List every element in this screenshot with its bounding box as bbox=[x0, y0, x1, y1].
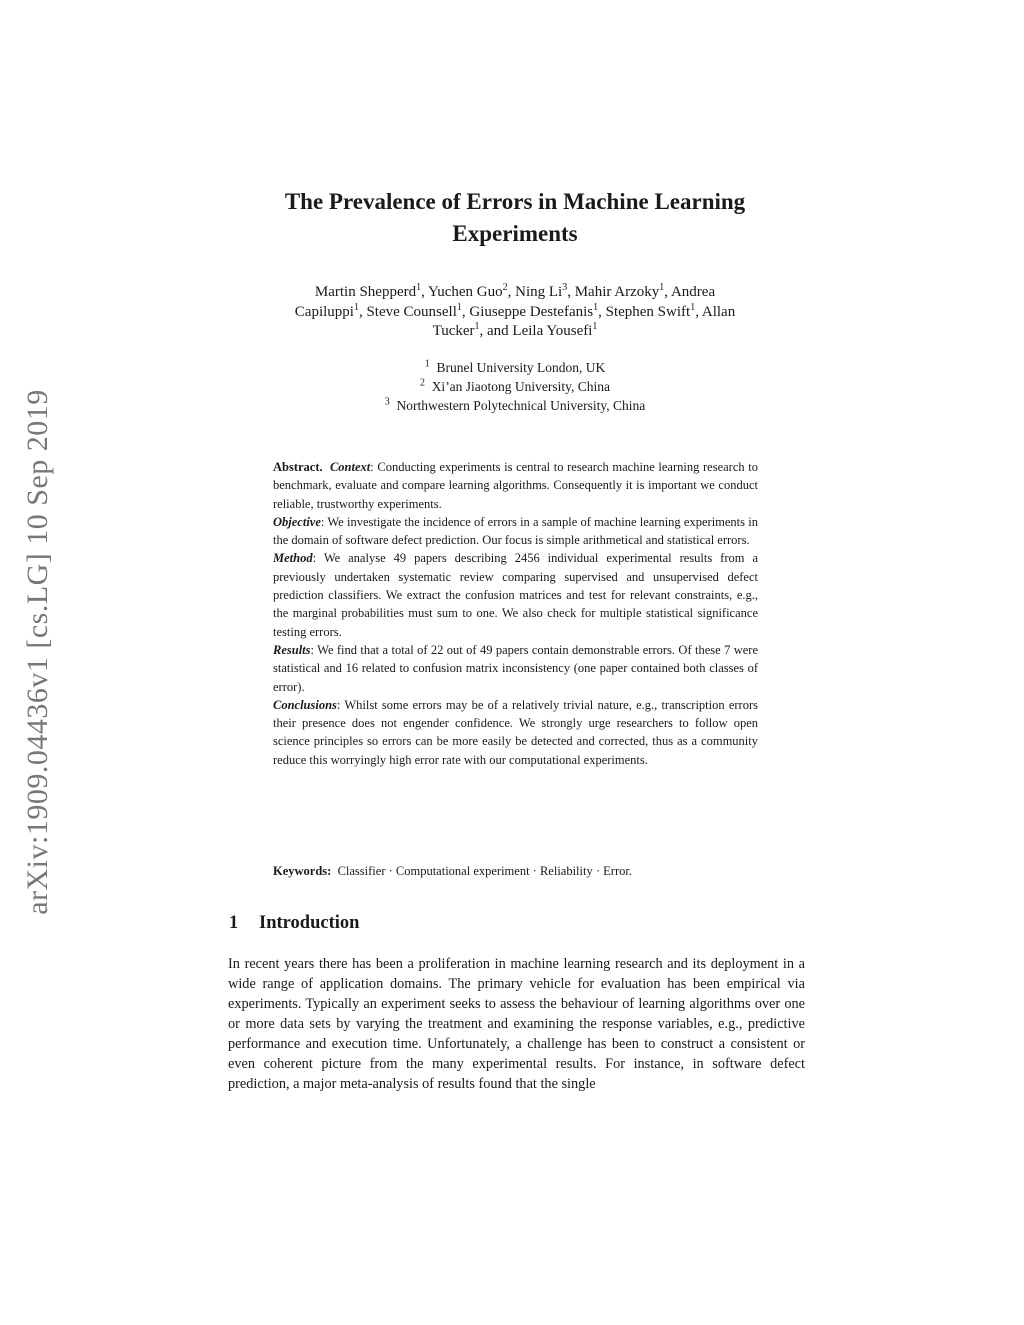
title-line-1: The Prevalence of Errors in Machine Learning bbox=[284, 189, 746, 214]
abstract bbox=[273, 458, 758, 769]
abstract-method: Method: We analyse 49 papers describing 2456 individual experimental results from a previously undertaken systematic review comparing supervised and unsupervised defect prediction classifiers. We extract the confusion matrices and test for relevant constraints, e.g., the marginal probabilities must sum to one. We also check for multiple statistical significance testing errors. bbox=[273, 551, 758, 639]
keywords bbox=[273, 862, 758, 880]
abstract-context: Abstract. Context: Conducting experiments is central to research machine learning research to benchmark, evaluate and compare learning algorithms. Consequently it is important we conduct reliable, trustworthy experiments. bbox=[273, 460, 758, 511]
author-line-1: Martin Shepperd$^1$, Yuchen Guo$^2$, Ning Li$^3$, Mahir Arzoky$^1$, Andrea bbox=[314, 282, 716, 300]
abstract-conclusions: Conclusions: Whilst some errors may be of a relatively trivial nature, e.g., transcription errors their presence does not engender confidence. We strongly urge researchers to follow open science principles so errors can be more easily be detected and corrected, thus as a community reduce this worryingly high error rate with our computational experiments. bbox=[273, 697, 758, 767]
keywords-label: Keywords: bbox=[273, 864, 332, 878]
affiliation-3: $^3$ Northwestern Polytechnical University, China bbox=[384, 396, 646, 413]
intro-paragraph: In recent years there has been a proliferation in machine learning research and its deployment in a wide range of application domains. The primary vehicle for evaluation has been empirical via experiments. Typically an experiment seeks to assess the behaviour of learning algorithms over one or more data sets by varying the treatment and examining the response variables, e.g., predictive performance and execution time. Unfortunately, a challenge has been to construct a consistent or even coherent picture from the many experimental results. For instance, in software defect prediction, a major meta-analysis of results found that the single bbox=[228, 956, 805, 1092]
author-line-3: Tucker$^1$, and Leila Yousefi$^1$ bbox=[432, 321, 598, 339]
affiliations bbox=[300, 358, 730, 415]
section-number: 1 bbox=[229, 913, 239, 933]
abstract-results: Results: We find that a total of 22 out of 49 papers contain demonstrable errors. Of these 7 were statistical and 16 related to confusion matrix inconsistency (one paper contained both classes of error). bbox=[273, 642, 758, 694]
arxiv-identifier: arXiv:1909.04436v1 [cs.LG] 10 Sep 2019 bbox=[21, 389, 54, 915]
affiliation-1: $^1$ Brunel University London, UK bbox=[424, 358, 606, 375]
author-line-2: Capiluppi$^1$, Steve Counsell$^1$, Giuseppe Destefanis$^1$, Stephen Swift$^1$, Allan bbox=[294, 301, 736, 320]
author-list bbox=[240, 283, 790, 342]
keywords-text: Classifier · Computational experiment · Reliability · Error. bbox=[337, 864, 632, 878]
title-line-2: Experiments bbox=[452, 221, 578, 246]
affiliation-2: $^2$ Xi’an Jiaotong University, China bbox=[419, 377, 611, 394]
paper-title bbox=[200, 186, 830, 250]
abstract-objective: Objective: We investigate the incidence of errors in a sample of machine learning experiments in the domain of software defect prediction. Our focus is simple arithmetical and statistical errors. bbox=[273, 514, 758, 548]
section-heading-introduction bbox=[229, 910, 359, 936]
section-title: Introduction bbox=[259, 913, 360, 933]
